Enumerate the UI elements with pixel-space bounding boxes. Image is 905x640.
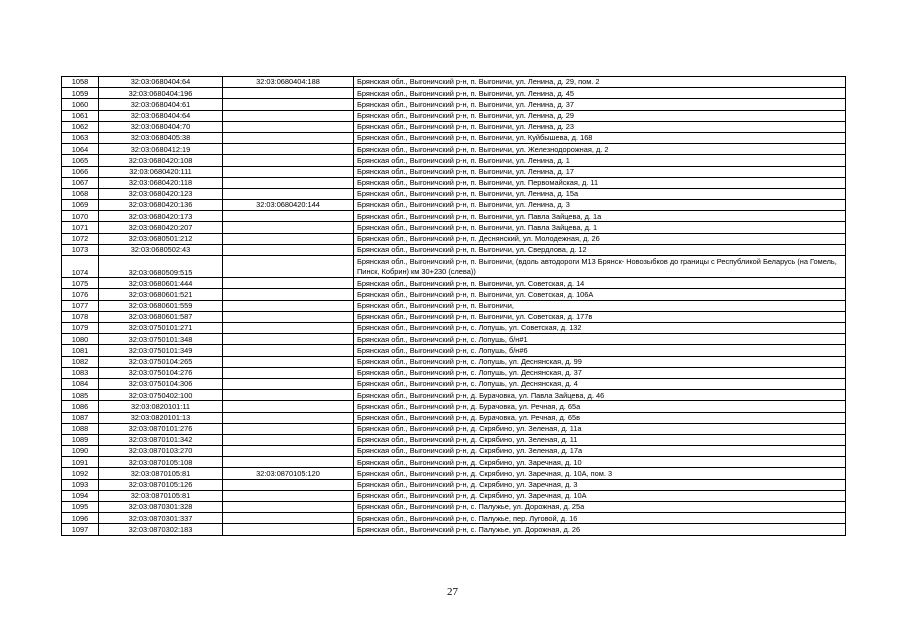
- row-number-cell: 1097: [62, 524, 99, 535]
- cadastral-number-cell: 32:03:0870301:328: [99, 502, 223, 513]
- table-row: [62, 378, 846, 389]
- address-cell: Брянская обл., Выгоничский р-н, п. Выгоничи, ул. Павла Зайцева, д. 1: [354, 222, 846, 233]
- sub-object-number-cell: [223, 278, 354, 289]
- cadastral-number-cell: 32:03:0680502:43: [99, 244, 223, 255]
- table-row: [62, 513, 846, 524]
- address-cell: Брянская обл., Выгоничский р-н, д. Скрябино, ул. Заречная, д. 10А: [354, 490, 846, 501]
- row-number-cell: 1066: [62, 166, 99, 177]
- sub-object-number-cell: [223, 188, 354, 199]
- cadastral-number-cell: 32:03:0680509:515: [99, 256, 223, 278]
- row-number-cell: 1062: [62, 121, 99, 132]
- page-number: 27: [447, 586, 458, 598]
- address-cell: Брянская обл., Выгоничский р-н, п. Выгоничи,: [354, 300, 846, 311]
- cadastral-number-cell: 32:03:0680412:19: [99, 144, 223, 155]
- table-row: [62, 222, 846, 233]
- row-number-cell: 1093: [62, 479, 99, 490]
- address-cell: Брянская обл., Выгоничский р-н, д. Скрябино, ул. Заречная, д. 10: [354, 457, 846, 468]
- sub-object-number-cell: [223, 524, 354, 535]
- row-number-cell: 1085: [62, 390, 99, 401]
- row-number-cell: 1068: [62, 188, 99, 199]
- row-number-cell: 1092: [62, 468, 99, 479]
- cadastral-number-cell: 32:03:0870105:81: [99, 468, 223, 479]
- cadastral-number-cell: 32:03:0680420:173: [99, 211, 223, 222]
- address-cell: Брянская обл., Выгоничский р-н, с. Лопушь, ул. Деснянская, д. 99: [354, 356, 846, 367]
- row-number-cell: 1089: [62, 434, 99, 445]
- sub-object-number-cell: [223, 323, 354, 334]
- cadastral-number-cell: 32:03:0870101:276: [99, 423, 223, 434]
- cadastral-number-cell: 32:03:0680420:118: [99, 177, 223, 188]
- table-row: [62, 132, 846, 143]
- table-row: [62, 166, 846, 177]
- cadastral-number-cell: 32:03:0680404:196: [99, 88, 223, 99]
- row-number-cell: 1071: [62, 222, 99, 233]
- address-cell: Брянская обл., Выгоничский р-н, п. Выгоничи, ул. Ленина, д. 17: [354, 166, 846, 177]
- address-cell: Брянская обл., Выгоничский р-н, с. Лопушь, ул. Деснянская, д. 37: [354, 367, 846, 378]
- sub-object-number-cell: [223, 390, 354, 401]
- sub-object-number-cell: [223, 256, 354, 278]
- address-cell: Брянская обл., Выгоничский р-н, п. Выгоничи, ул. Ленина, д. 23: [354, 121, 846, 132]
- cadastral-number-cell: 32:03:0680601:444: [99, 278, 223, 289]
- cadastral-number-cell: 32:03:0750101:349: [99, 345, 223, 356]
- cadastral-number-cell: 32:03:0750402:100: [99, 390, 223, 401]
- property-register-table: [61, 76, 846, 536]
- row-number-cell: 1063: [62, 132, 99, 143]
- table-row: [62, 110, 846, 121]
- address-cell: Брянская обл., Выгоничский р-н, д. Скрябино, ул. Зеленая, д. 11а: [354, 423, 846, 434]
- row-number-cell: 1074: [62, 256, 99, 278]
- table-row: [62, 233, 846, 244]
- cadastral-number-cell: 32:03:0870105:108: [99, 457, 223, 468]
- table-row: [62, 144, 846, 155]
- cadastral-number-cell: 32:03:0680420:136: [99, 200, 223, 211]
- table-row: [62, 77, 846, 88]
- sub-object-number-cell: [223, 412, 354, 423]
- cadastral-number-cell: 32:03:0680405:38: [99, 132, 223, 143]
- row-number-cell: 1072: [62, 233, 99, 244]
- table-row: [62, 390, 846, 401]
- row-number-cell: 1090: [62, 446, 99, 457]
- sub-object-number-cell: [223, 155, 354, 166]
- table-row: [62, 446, 846, 457]
- address-cell: Брянская обл., Выгоничский р-н, д. Скрябино, ул. Заречная, д. 10А, пом. 3: [354, 468, 846, 479]
- table-row: [62, 334, 846, 345]
- sub-object-number-cell: 32:03:0870105:120: [223, 468, 354, 479]
- table-row: [62, 356, 846, 367]
- cadastral-number-cell: 32:03:0680404:61: [99, 99, 223, 110]
- address-cell: Брянская обл., Выгоничский р-н, с. Палужье, ул. Дорожная, д. 25а: [354, 502, 846, 513]
- address-cell: Брянская обл., Выгоничский р-н, п. Выгоничи, ул. Ленина, д. 3: [354, 200, 846, 211]
- address-cell: Брянская обл., Выгоничский р-н, п. Выгоничи, ул. Советская, д. 177в: [354, 311, 846, 322]
- table-row: [62, 345, 846, 356]
- sub-object-number-cell: [223, 378, 354, 389]
- sub-object-number-cell: [223, 300, 354, 311]
- address-cell: Брянская обл., Выгоничский р-н, п. Выгоничи, ул. Советская, д. 106А: [354, 289, 846, 300]
- cadastral-number-cell: 32:03:0870105:126: [99, 479, 223, 490]
- cadastral-number-cell: 32:03:0750101:348: [99, 334, 223, 345]
- address-cell: Брянская обл., Выгоничский р-н, п. Выгоничи, ул. Павла Зайцева, д. 1а: [354, 211, 846, 222]
- row-number-cell: 1077: [62, 300, 99, 311]
- cadastral-number-cell: 32:03:0870301:337: [99, 513, 223, 524]
- row-number-cell: 1075: [62, 278, 99, 289]
- row-number-cell: 1060: [62, 99, 99, 110]
- cadastral-number-cell: 32:03:0680601:521: [99, 289, 223, 300]
- row-number-cell: 1067: [62, 177, 99, 188]
- cadastral-number-cell: 32:03:0680404:64: [99, 77, 223, 88]
- table-row: [62, 200, 846, 211]
- row-number-cell: 1086: [62, 401, 99, 412]
- sub-object-number-cell: [223, 502, 354, 513]
- cadastral-number-cell: 32:03:0870101:342: [99, 434, 223, 445]
- row-number-cell: 1080: [62, 334, 99, 345]
- sub-object-number-cell: [223, 446, 354, 457]
- cadastral-number-cell: 32:03:0870302:183: [99, 524, 223, 535]
- address-cell: Брянская обл., Выгоничский р-н, с. Лопушь, ул. Деснянская, д. 4: [354, 378, 846, 389]
- address-cell: Брянская обл., Выгоничский р-н, п. Выгоничи, ул. Советская, д. 14: [354, 278, 846, 289]
- table-row: [62, 211, 846, 222]
- address-cell: Брянская обл., Выгоничский р-н, п. Выгоничи, ул. Первомайская, д. 11: [354, 177, 846, 188]
- cadastral-number-cell: 32:03:0870105:81: [99, 490, 223, 501]
- sub-object-number-cell: [223, 345, 354, 356]
- row-number-cell: 1081: [62, 345, 99, 356]
- table-row: [62, 311, 846, 322]
- row-number-cell: 1078: [62, 311, 99, 322]
- row-number-cell: 1095: [62, 502, 99, 513]
- sub-object-number-cell: [223, 88, 354, 99]
- row-number-cell: 1076: [62, 289, 99, 300]
- table-row: [62, 468, 846, 479]
- sub-object-number-cell: [223, 423, 354, 434]
- address-cell: Брянская обл., Выгоничский р-н, п. Деснянский, ул. Молодежная, д. 26: [354, 233, 846, 244]
- sub-object-number-cell: [223, 244, 354, 255]
- table-row: [62, 289, 846, 300]
- cadastral-number-cell: 32:03:0750104:306: [99, 378, 223, 389]
- sub-object-number-cell: [223, 356, 354, 367]
- table-row: [62, 244, 846, 255]
- address-cell: Брянская обл., Выгоничский р-н, п. Выгоничи, ул. Железнодорожная, д. 2: [354, 144, 846, 155]
- table-row: [62, 155, 846, 166]
- address-cell: Брянская обл., Выгоничский р-н, д. Бурачовка, ул. Речная, д. 65а: [354, 401, 846, 412]
- address-cell: Брянская обл., Выгоничский р-н, п. Выгоничи, (вдоль автодороги М13 Брянск- Новозыбков до границы с Республикой Беларусь (на Гомель, Пинск, Кобрин) км 30+230 (слева)): [354, 256, 846, 278]
- sub-object-number-cell: [223, 490, 354, 501]
- row-number-cell: 1096: [62, 513, 99, 524]
- sub-object-number-cell: [223, 311, 354, 322]
- cadastral-number-cell: 32:03:0750101:271: [99, 323, 223, 334]
- cadastral-number-cell: 32:03:0680420:111: [99, 166, 223, 177]
- address-cell: Брянская обл., Выгоничский р-н, п. Выгоничи, ул. Ленина, д. 29, пом. 2: [354, 77, 846, 88]
- cadastral-number-cell: 32:03:0680601:587: [99, 311, 223, 322]
- table-row: [62, 88, 846, 99]
- row-number-cell: 1094: [62, 490, 99, 501]
- cadastral-number-cell: 32:03:0820101:11: [99, 401, 223, 412]
- table-row: [62, 401, 846, 412]
- address-cell: Брянская обл., Выгоничский р-н, д. Скрябино, ул. Зеленая, д. 17а: [354, 446, 846, 457]
- cadastral-number-cell: 32:03:0680420:108: [99, 155, 223, 166]
- sub-object-number-cell: [223, 479, 354, 490]
- table-row: [62, 490, 846, 501]
- cadastral-number-cell: 32:03:0680404:64: [99, 110, 223, 121]
- table-row: [62, 177, 846, 188]
- address-cell: Брянская обл., Выгоничский р-н, п. Выгоничи, ул. Ленина, д. 29: [354, 110, 846, 121]
- row-number-cell: 1065: [62, 155, 99, 166]
- sub-object-number-cell: [223, 513, 354, 524]
- address-cell: Брянская обл., Выгоничский р-н, с. Лопушь, ул. Советская, д. 132: [354, 323, 846, 334]
- table-row: [62, 412, 846, 423]
- cadastral-number-cell: 32:03:0820101:13: [99, 412, 223, 423]
- row-number-cell: 1070: [62, 211, 99, 222]
- cadastral-number-cell: 32:03:0680404:70: [99, 121, 223, 132]
- table-row: [62, 457, 846, 468]
- row-number-cell: 1069: [62, 200, 99, 211]
- table-row: [62, 278, 846, 289]
- row-number-cell: 1073: [62, 244, 99, 255]
- cadastral-number-cell: 32:03:0680601:559: [99, 300, 223, 311]
- row-number-cell: 1082: [62, 356, 99, 367]
- cadastral-number-cell: 32:03:0680420:207: [99, 222, 223, 233]
- table-row: [62, 502, 846, 513]
- address-cell: Брянская обл., Выгоничский р-н, с. Лопушь, б/н#1: [354, 334, 846, 345]
- address-cell: Брянская обл., Выгоничский р-н, п. Выгоничи, ул. Ленина, д. 37: [354, 99, 846, 110]
- address-cell: Брянская обл., Выгоничский р-н, п. Выгоничи, ул. Ленина, д. 45: [354, 88, 846, 99]
- row-number-cell: 1079: [62, 323, 99, 334]
- sub-object-number-cell: [223, 211, 354, 222]
- sub-object-number-cell: [223, 132, 354, 143]
- row-number-cell: 1059: [62, 88, 99, 99]
- cadastral-number-cell: 32:03:0680420:123: [99, 188, 223, 199]
- sub-object-number-cell: 32:03:0680404:188: [223, 77, 354, 88]
- cadastral-number-cell: 32:03:0750104:265: [99, 356, 223, 367]
- sub-object-number-cell: [223, 233, 354, 244]
- row-number-cell: 1061: [62, 110, 99, 121]
- sub-object-number-cell: [223, 434, 354, 445]
- row-number-cell: 1064: [62, 144, 99, 155]
- table-row: [62, 121, 846, 132]
- address-cell: Брянская обл., Выгоничский р-н, п. Выгоничи, ул. Куйбышева, д. 168: [354, 132, 846, 143]
- sub-object-number-cell: [223, 222, 354, 233]
- address-cell: Брянская обл., Выгоничский р-н, д. Бурачовка, ул. Речная, д. 65в: [354, 412, 846, 423]
- address-cell: Брянская обл., Выгоничский р-н, д. Бурачовка, ул. Павла Зайцева, д. 46: [354, 390, 846, 401]
- table-body: [62, 77, 846, 536]
- table-row: [62, 479, 846, 490]
- sub-object-number-cell: [223, 367, 354, 378]
- sub-object-number-cell: [223, 457, 354, 468]
- row-number-cell: 1083: [62, 367, 99, 378]
- sub-object-number-cell: [223, 401, 354, 412]
- sub-object-number-cell: [223, 177, 354, 188]
- sub-object-number-cell: 32:03:0680420:144: [223, 200, 354, 211]
- sub-object-number-cell: [223, 166, 354, 177]
- row-number-cell: 1058: [62, 77, 99, 88]
- cadastral-number-cell: 32:03:0680501:212: [99, 233, 223, 244]
- sub-object-number-cell: [223, 334, 354, 345]
- table-row: [62, 99, 846, 110]
- table-row: [62, 323, 846, 334]
- address-cell: Брянская обл., Выгоничский р-н, с. Лопушь, б/н#6: [354, 345, 846, 356]
- row-number-cell: 1087: [62, 412, 99, 423]
- address-cell: Брянская обл., Выгоничский р-н, с. Палужье, ул. Дорожная, д. 26: [354, 524, 846, 535]
- cadastral-number-cell: 32:03:0750104:276: [99, 367, 223, 378]
- address-cell: Брянская обл., Выгоничский р-н, д. Скрябино, ул. Зеленая, д. 11: [354, 434, 846, 445]
- row-number-cell: 1091: [62, 457, 99, 468]
- address-cell: Брянская обл., Выгоничский р-н, п. Выгоничи, ул. Свердлова, д. 12: [354, 244, 846, 255]
- table-row: [62, 367, 846, 378]
- sub-object-number-cell: [223, 121, 354, 132]
- sub-object-number-cell: [223, 289, 354, 300]
- table-row: [62, 256, 846, 278]
- row-number-cell: 1088: [62, 423, 99, 434]
- sub-object-number-cell: [223, 144, 354, 155]
- cadastral-number-cell: 32:03:0870103:270: [99, 446, 223, 457]
- sub-object-number-cell: [223, 110, 354, 121]
- address-cell: Брянская обл., Выгоничский р-н, с. Палужье, пер. Луговой, д. 16: [354, 513, 846, 524]
- address-cell: Брянская обл., Выгоничский р-н, д. Скрябино, ул. Заречная, д. 3: [354, 479, 846, 490]
- table-row: [62, 423, 846, 434]
- table-row: [62, 434, 846, 445]
- table-row: [62, 188, 846, 199]
- address-cell: Брянская обл., Выгоничский р-н, п. Выгоничи, ул. Ленина, д. 15а: [354, 188, 846, 199]
- address-cell: Брянская обл., Выгоничский р-н, п. Выгоничи, ул. Ленина, д. 1: [354, 155, 846, 166]
- sub-object-number-cell: [223, 99, 354, 110]
- table-row: [62, 300, 846, 311]
- row-number-cell: 1084: [62, 378, 99, 389]
- table-row: [62, 524, 846, 535]
